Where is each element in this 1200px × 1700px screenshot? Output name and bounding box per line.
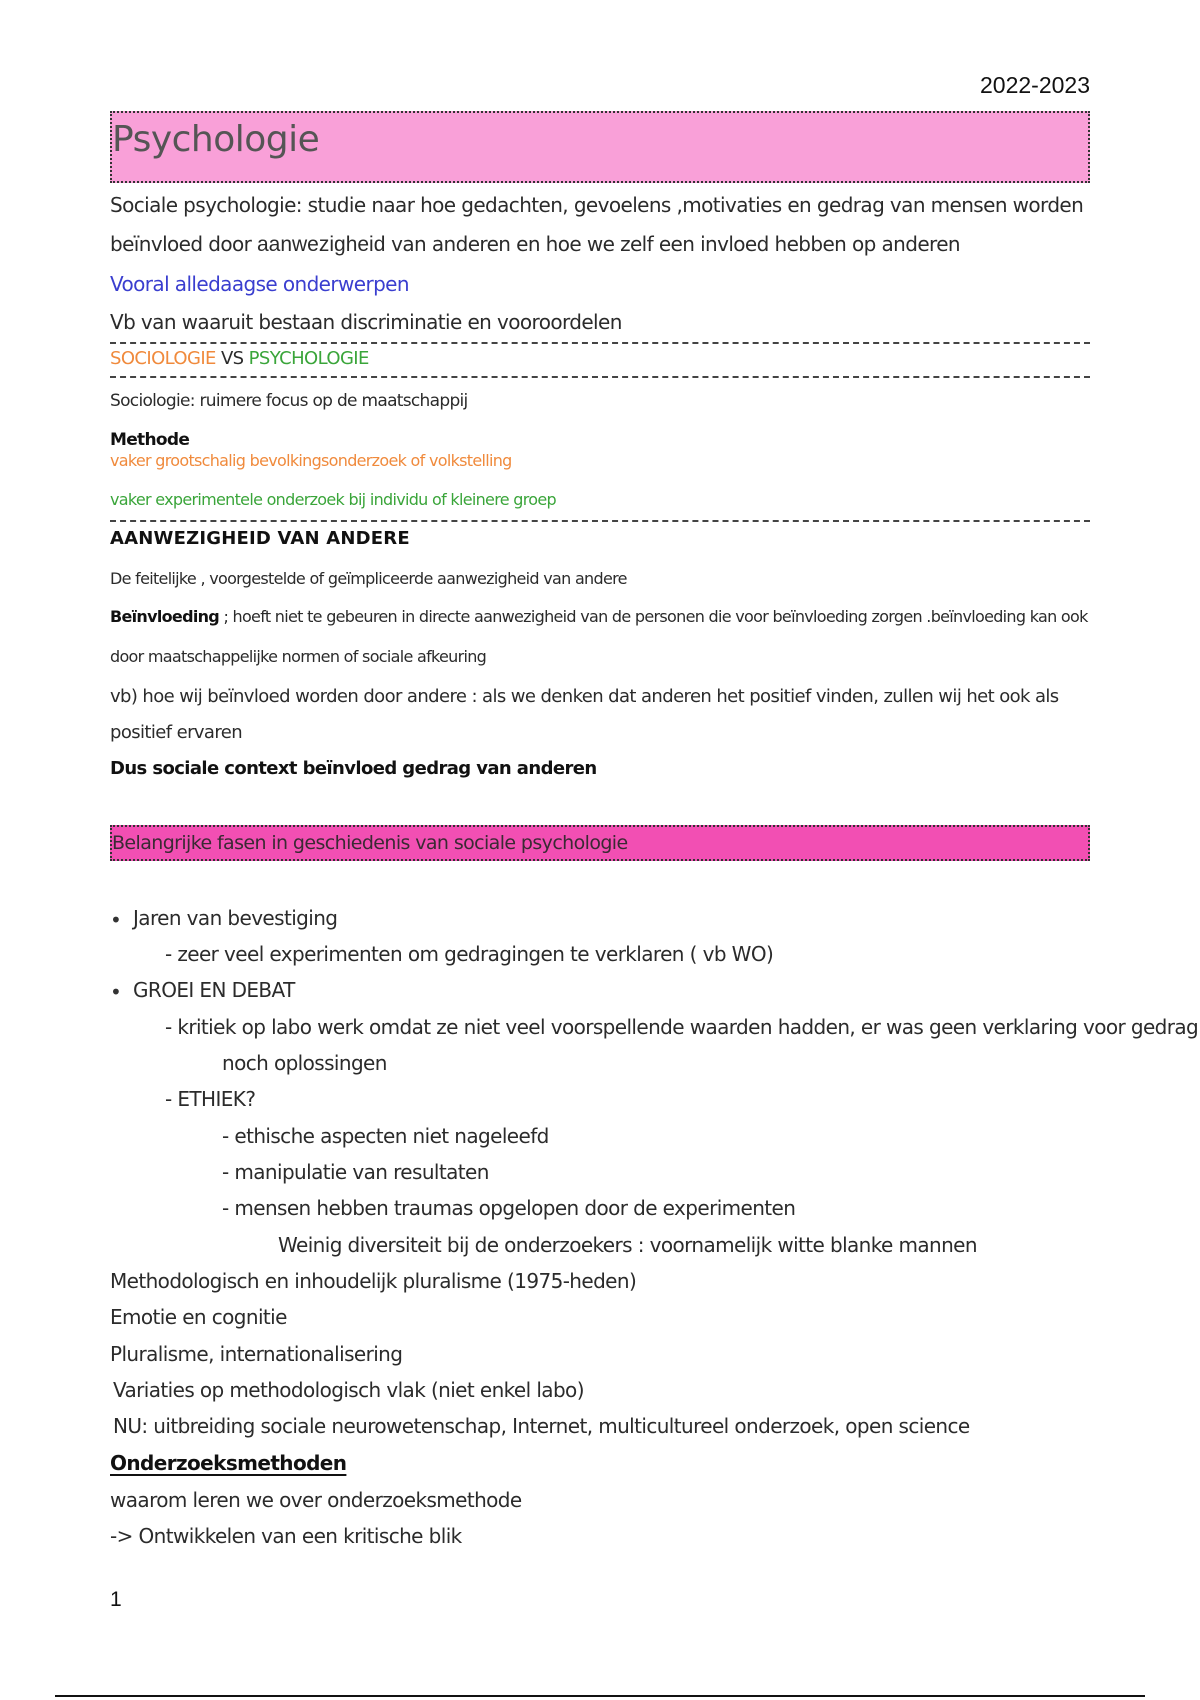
divider — [110, 342, 1090, 344]
onderzoek-heading: Onderzoeksmethoden — [110, 1451, 347, 1475]
intro-line-1: Sociale psychologie: studie naar hoe gedachten, gevoelens ,motivaties en gedrag van mensen worden — [110, 193, 1084, 217]
pluralism-5: NU: uitbreiding sociale neurowetenschap, Internet, multicultureel onderzoek, open science — [113, 1414, 970, 1438]
intro-blue-note: Vooral alledaagse onderwerpen — [110, 272, 409, 296]
methode-label: Methode — [110, 430, 190, 450]
ethics-point-1: - ethische aspecten niet nageleefd — [222, 1124, 549, 1148]
bullet-icon: • — [110, 908, 122, 932]
methode-sociologie: vaker grootschalig bevolkingsonderzoek of volkstelling — [110, 451, 512, 470]
ethics-point-3: - mensen hebben traumas opgelopen door de experimenten — [222, 1196, 796, 1220]
onderzoek-line-1: waarom leren we over onderzoeksmethode — [110, 1488, 522, 1512]
intro-keyword-aanwezigheid: aanwezigheid — [256, 233, 386, 256]
beinvloeding-line-1 — [110, 607, 1088, 626]
example-line-2: positief ervaren — [110, 722, 243, 743]
ethics-point-2: - manipulatie van resultaten — [222, 1160, 489, 1184]
example-line-1: vb) hoe wij beïnvloed worden door andere : als we denken dat anderen het positief vinden, zullen wij het ook als — [110, 686, 1059, 707]
intro-line-2 — [110, 232, 960, 257]
intro-line-2-start: beïnvloed door — [110, 232, 257, 256]
vs-label: VS — [215, 348, 249, 369]
pluralism-3: Pluralisme, internationalisering — [110, 1342, 403, 1366]
bottom-rule — [55, 1695, 1145, 1697]
aanwezigheid-heading: AANWEZIGHEID VAN ANDERE — [110, 528, 410, 549]
section-banner-title: Belangrijke fasen in geschiedenis van sociale psychologie — [112, 832, 628, 854]
conclusion: Dus sociale context beïnvloed gedrag van anderen — [110, 758, 597, 779]
psychologie-label: PSYCHOLOGIE — [248, 348, 369, 369]
pluralism-2: Emotie en cognitie — [110, 1305, 287, 1329]
phase-1-detail: - zeer veel experimenten om gedragingen te verklaren ( vb WO) — [165, 942, 774, 966]
beinvloeding-text: ; hoeft niet te gebeuren in directe aanwezigheid van de personen die voor beïnvloeding zorgen .beïnvloeding kan ook — [219, 607, 1088, 626]
intro-line-3: Vb van waaruit bestaan discriminatie en vooroordelen — [110, 310, 622, 334]
aanwezigheid-definition: De feitelijke , voorgestelde of geïmpliceerde aanwezigheid van andere — [110, 569, 627, 588]
phase-2: GROEI EN DEBAT — [133, 978, 295, 1002]
page-title: Psychologie — [112, 119, 320, 160]
ethics-point-4: Weinig diversiteit bij de onderzoekers : voornamelijk witte blanke mannen — [278, 1233, 977, 1257]
pluralism-4: Variaties op methodologisch vlak (niet enkel labo) — [113, 1378, 584, 1402]
section-banner — [110, 825, 1090, 861]
title-banner — [110, 111, 1090, 183]
school-year: 2022-2023 — [980, 72, 1090, 98]
phase-2-ethics: - ETHIEK? — [165, 1087, 256, 1111]
beinvloeding-line-2: door maatschappelijke normen of sociale afkeuring — [110, 647, 487, 666]
beinvloeding-label: Beïnvloeding — [110, 607, 220, 626]
bullet-icon: • — [110, 980, 122, 1004]
methode-psychologie: vaker experimentele onderzoek bij individu of kleinere groep — [110, 490, 556, 509]
sociologie-label: SOCIOLOGIE — [110, 348, 216, 369]
intro-line-2-end: van anderen en hoe we zelf een invloed hebben op anderen — [385, 232, 960, 256]
divider — [110, 376, 1090, 378]
divider — [110, 520, 1090, 522]
compare-heading — [110, 348, 369, 369]
onderzoek-line-2: -> Ontwikkelen van een kritische blik — [110, 1524, 462, 1548]
pluralism-1: Methodologisch en inhoudelijk pluralisme (1975-heden) — [110, 1269, 637, 1293]
sociologie-definition: Sociologie: ruimere focus op de maatschappij — [110, 391, 468, 411]
page-number: 1 — [110, 1588, 122, 1611]
phase-2-detail-1b: noch oplossingen — [222, 1051, 387, 1075]
phase-2-detail-1: - kritiek op labo werk omdat ze niet veel voorspellende waarden hadden, er was geen verklaring voor gedrag — [165, 1015, 1199, 1039]
phase-1: Jaren van bevestiging — [133, 906, 338, 930]
